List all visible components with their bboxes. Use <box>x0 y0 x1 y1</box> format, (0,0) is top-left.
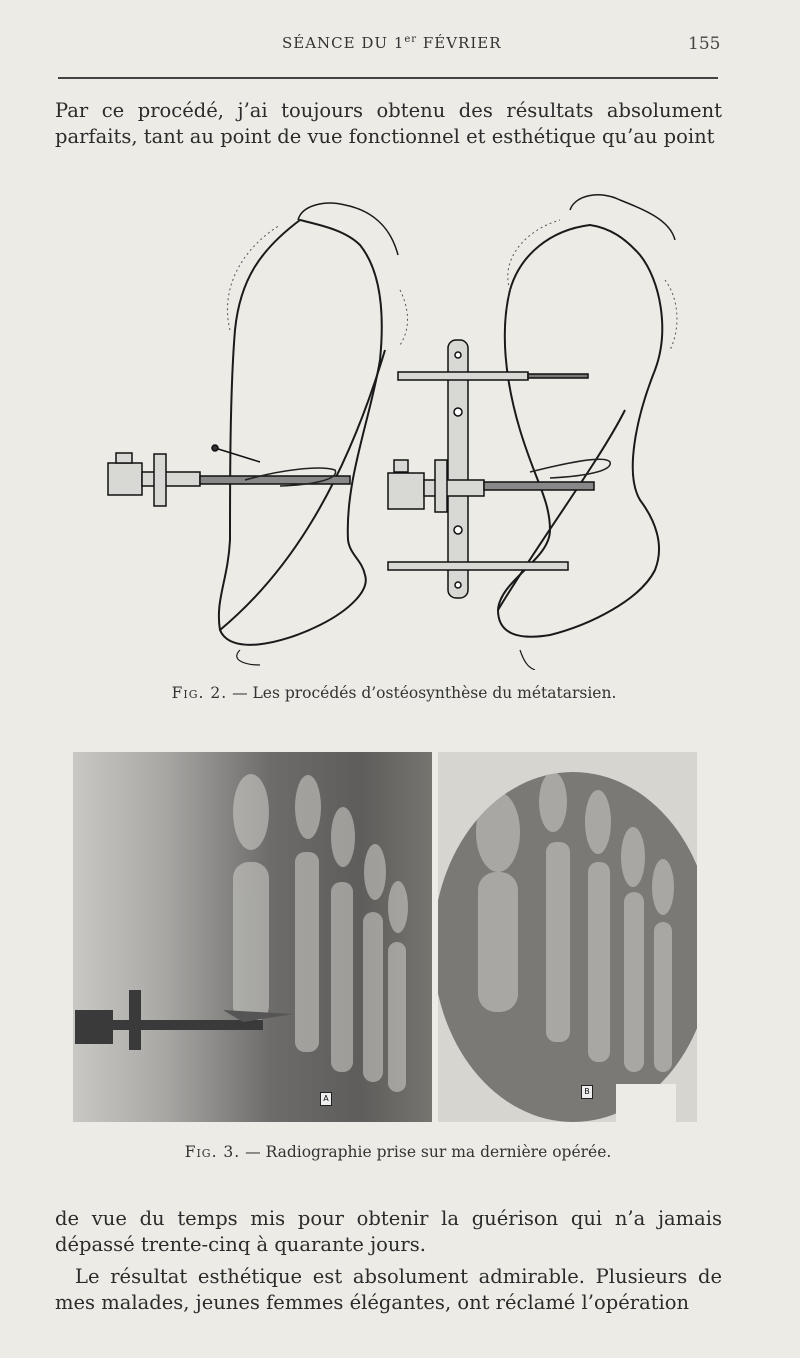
running-header <box>0 34 800 58</box>
xray-panel-b <box>438 752 697 1122</box>
xray-panel-a <box>73 752 432 1122</box>
figure-2-caption-text: — Les procédés d’ostéosynthèse du métatarsien. <box>227 684 617 702</box>
figure-2-caption <box>0 684 794 702</box>
figure-2-illustration <box>80 180 710 670</box>
header-rule <box>58 77 718 79</box>
figure-3-label: Fig. 3. <box>184 1143 241 1161</box>
header-title: SÉANCE DU 1er FÉVRIER <box>282 34 502 52</box>
figure-3-caption <box>0 1143 798 1161</box>
page-number: 155 <box>688 34 721 54</box>
xray-label-b: B <box>581 1085 593 1099</box>
paragraph-continuation: de vue du temps mis pour obtenir la guérison qui n’a jamais dépassé trente-cinq à quarante jours. <box>55 1207 722 1256</box>
figure-3-caption-text: — Radiographie prise sur ma dernière opérée. <box>240 1143 612 1161</box>
xray-label-a: A <box>320 1092 332 1106</box>
paragraph-intro: Par ce procédé, j’ai toujours obtenu des résultats absolument parfaits, tant au point de vue fonctionnel et esthétique qu’au point <box>55 99 722 148</box>
paragraph-result: Le résultat esthétique est absolument admirable. Plusieurs de mes malades, jeunes femmes élégantes, ont réclamé l’opération <box>55 1265 722 1314</box>
figure-2-label: Fig. 2. <box>171 684 228 702</box>
